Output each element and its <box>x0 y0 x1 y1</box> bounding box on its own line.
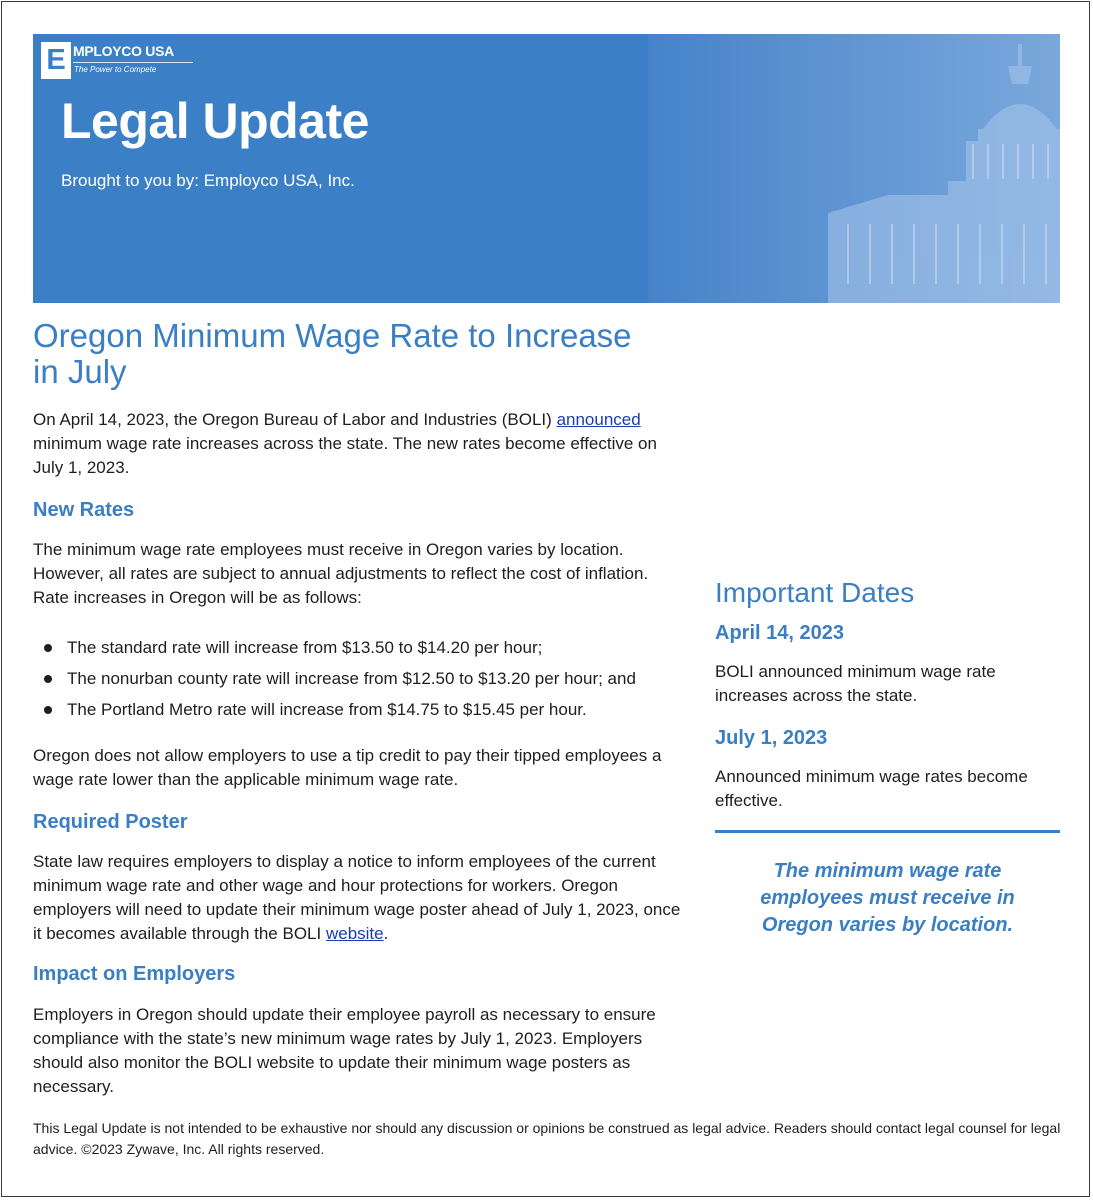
banner-subtitle: Brought to you by: Employco USA, Inc. <box>61 171 355 190</box>
logo-divider <box>73 62 193 63</box>
banner-title: Legal Update <box>61 93 369 149</box>
sidebar-divider <box>715 830 1060 833</box>
date-april-14-text: BOLI announced minimum wage rate increases across the state. <box>715 662 996 705</box>
required-poster-heading: Required Poster <box>33 811 188 833</box>
date-july-1-text: Announced minimum wage rates become effective. <box>715 767 1028 810</box>
rates-list <box>33 636 693 729</box>
header-banner <box>33 34 1060 303</box>
poster-text-after: . <box>383 924 389 943</box>
tip-credit-paragraph: Oregon does not allow employers to use a tip credit to pay their tipped employees a wage rate lower than the applicable minimum wage rate. <box>33 746 662 789</box>
new-rates-heading: New Rates <box>33 499 135 521</box>
employco-logo <box>41 42 193 79</box>
impact-paragraph: Employers in Oregon should update their employee payroll as necessary to ensure compliance with the state’s new minimum wage rates by July 1, 2023. Employers should also monitor the BOLI website to update their minimum wage posters as necessary. <box>33 1005 656 1096</box>
required-poster-paragraph <box>33 850 683 946</box>
important-dates-title: Important Dates <box>715 577 915 608</box>
list-item: The Portland Metro rate will increase from $14.75 to $15.45 per hour. <box>33 698 693 729</box>
list-item: The nonurban county rate will increase from $12.50 to $13.20 per hour; and <box>33 667 693 698</box>
announced-link[interactable]: announced <box>556 410 641 429</box>
footer-disclaimer: This Legal Update is not intended to be exhaustive nor should any discussion or opinions be construed as legal advice. Readers should contact legal counsel for legal advice. ©2023 Zywave, Inc. All rights reserved. <box>33 1120 1061 1157</box>
date-april-14: April 14, 2023 <box>715 622 844 644</box>
capitol-building-icon <box>648 34 1060 303</box>
logo-tagline: The Power to Compete <box>74 65 157 74</box>
logo-name: MPLOYCO USA <box>73 43 174 59</box>
pull-quote: The minimum wage rate employees must receive in Oregon varies by location. <box>760 860 1015 936</box>
new-rates-paragraph: The minimum wage rate employees must receive in Oregon varies by location. However, all rates are subject to annual adjustments to reflect the cost of inflation. Rate increases in Oregon will be as follows: <box>33 540 649 607</box>
intro-paragraph <box>33 408 683 480</box>
logo-letter: E <box>41 42 71 79</box>
intro-text-after: minimum wage rate increases across the state. The new rates become effective on July 1, 2023. <box>33 434 657 477</box>
intro-text-before: On April 14, 2023, the Oregon Bureau of Labor and Industries (BOLI) <box>33 410 552 429</box>
impact-heading: Impact on Employers <box>33 963 236 985</box>
list-item: The standard rate will increase from $13.50 to $14.20 per hour; <box>33 636 693 667</box>
poster-text-before: State law requires employers to display a notice to inform employees of the current minimum wage rate and other wage and hour protections for workers. Oregon employers will need to update their minimum wage poster ahead of July 1, 2023, once it becomes available through the BOLI <box>33 852 681 943</box>
boli-website-link[interactable]: website <box>325 924 384 943</box>
date-july-1: July 1, 2023 <box>715 727 828 749</box>
article-title: Oregon Minimum Wage Rate to Increase in July <box>33 317 632 390</box>
